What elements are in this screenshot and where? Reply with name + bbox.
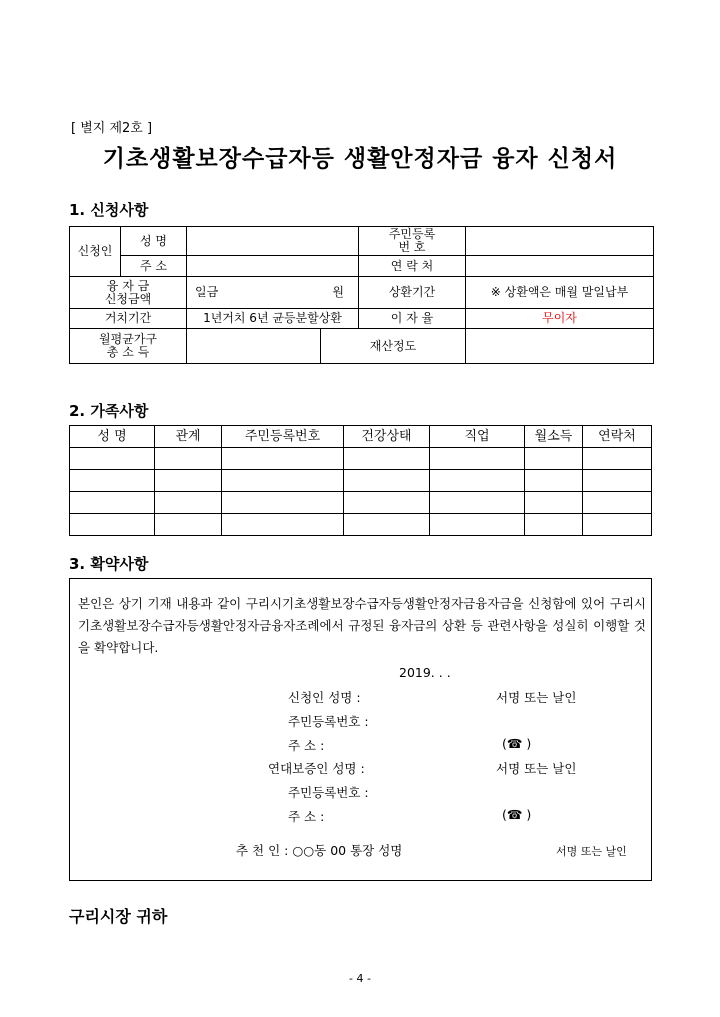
table-cell[interactable] xyxy=(70,514,155,536)
assets-label: 재산정도 xyxy=(321,329,466,364)
loan-amount-field[interactable] xyxy=(187,277,359,309)
table-cell[interactable] xyxy=(430,514,525,536)
contact-field[interactable] xyxy=(466,256,654,277)
rrn-label: 주민등록 번 호 xyxy=(359,227,466,256)
grace-period-value: 1년거치 6년 균등분할상환 xyxy=(187,309,359,329)
household-income-label: 월평균가구 총 소 득 xyxy=(70,329,187,364)
column-header: 건강상태 xyxy=(344,426,430,448)
table-cell[interactable] xyxy=(344,448,430,470)
family-header-row xyxy=(70,426,652,448)
interest-rate-value: 무이자 xyxy=(466,309,654,329)
table-cell[interactable] xyxy=(155,470,222,492)
grace-period-label: 거치기간 xyxy=(70,309,187,329)
table-cell[interactable] xyxy=(583,448,652,470)
column-header: 성 명 xyxy=(70,426,155,448)
rrn-field[interactable] xyxy=(466,227,654,256)
table-row xyxy=(70,492,652,514)
table-cell[interactable] xyxy=(70,470,155,492)
address-label: 주 소 xyxy=(121,256,187,277)
address-field[interactable] xyxy=(187,256,359,277)
loan-amount-label: 융 자 금 신청금액 xyxy=(70,277,187,309)
addressee: 구리시장 귀하 xyxy=(69,907,168,926)
recommender-sign: 서명 또는 날인 xyxy=(556,845,627,858)
column-header: 관계 xyxy=(155,426,222,448)
document-title: 기초생활보장수급자등 생활안정자금 융자 신청서 xyxy=(102,146,618,172)
applicant-rrn-line: 주민등록번호 : xyxy=(288,714,369,729)
pledge-date: 2019. . . xyxy=(399,665,451,680)
application-table xyxy=(69,226,654,364)
guarantor-name-line: 연대보증인 성명 : xyxy=(268,761,365,776)
table-cell[interactable] xyxy=(525,448,583,470)
pledge-text: 본인은 상기 기재 내용과 같이 구리시기초생활보장수급자등생활안정자금융자금을 신청함에 있어 구리시기초생활보장수급자등생활안정자금융자조례에서 규정된 융자금의 상환 등 관련사항을 성실히 이행할 것을 확약합니다. xyxy=(78,596,646,655)
table-row xyxy=(70,470,652,492)
form-number-label: [ 별지 제2호 ] xyxy=(71,121,153,136)
assets-field[interactable] xyxy=(466,329,654,364)
interest-rate-label: 이 자 율 xyxy=(359,309,466,329)
table-cell[interactable] xyxy=(344,492,430,514)
amount-prefix: 일금 xyxy=(195,285,219,299)
name-label: 성 명 xyxy=(121,227,187,256)
household-income-field[interactable] xyxy=(187,329,321,364)
section3-heading: 3. 확약사항 xyxy=(69,555,149,573)
repay-period-value: ※ 상환액은 매월 말일납부 xyxy=(466,277,654,309)
table-cell[interactable] xyxy=(525,514,583,536)
table-cell[interactable] xyxy=(583,492,652,514)
table-cell[interactable] xyxy=(70,492,155,514)
applicant-label: 신청인 xyxy=(70,227,121,277)
table-cell[interactable] xyxy=(155,514,222,536)
guarantor-address-line: 주 소 : xyxy=(288,809,325,824)
table-cell[interactable] xyxy=(344,470,430,492)
applicant-sign: 서명 또는 날인 xyxy=(496,690,577,705)
table-cell[interactable] xyxy=(525,492,583,514)
table-cell[interactable] xyxy=(222,492,344,514)
column-header: 연락처 xyxy=(583,426,652,448)
table-cell[interactable] xyxy=(155,492,222,514)
table-cell[interactable] xyxy=(222,470,344,492)
applicant-address-line: 주 소 : xyxy=(288,738,325,753)
recommender-line: 추 천 인 : ○○동 00 통장 성명 xyxy=(236,843,403,858)
section2-heading: 2. 가족사항 xyxy=(69,402,149,420)
pledge-box xyxy=(69,578,652,881)
amount-unit: 원 xyxy=(332,285,344,299)
table-row xyxy=(70,514,652,536)
contact-label: 연 락 처 xyxy=(359,256,466,277)
table-cell[interactable] xyxy=(155,448,222,470)
guarantor-phone: (☎ ) xyxy=(502,807,532,822)
table-row xyxy=(70,448,652,470)
table-cell[interactable] xyxy=(222,448,344,470)
table-cell[interactable] xyxy=(70,448,155,470)
section1-heading: 1. 신청사항 xyxy=(69,201,149,219)
family-table xyxy=(69,425,652,536)
column-header: 월소득 xyxy=(525,426,583,448)
page-number: - 4 - xyxy=(349,972,371,985)
table-cell[interactable] xyxy=(222,514,344,536)
repay-period-label: 상환기간 xyxy=(359,277,466,309)
table-cell[interactable] xyxy=(430,470,525,492)
column-header: 주민등록번호 xyxy=(222,426,344,448)
applicant-name-line: 신청인 성명 : xyxy=(288,690,361,705)
name-field[interactable] xyxy=(187,227,359,256)
table-cell[interactable] xyxy=(430,448,525,470)
table-cell[interactable] xyxy=(430,492,525,514)
table-cell[interactable] xyxy=(583,470,652,492)
applicant-phone: (☎ ) xyxy=(502,736,532,751)
table-cell[interactable] xyxy=(344,514,430,536)
guarantor-sign: 서명 또는 날인 xyxy=(496,761,577,776)
table-cell[interactable] xyxy=(583,514,652,536)
column-header: 직업 xyxy=(430,426,525,448)
guarantor-rrn-line: 주민등록번호 : xyxy=(288,785,369,800)
table-cell[interactable] xyxy=(525,470,583,492)
